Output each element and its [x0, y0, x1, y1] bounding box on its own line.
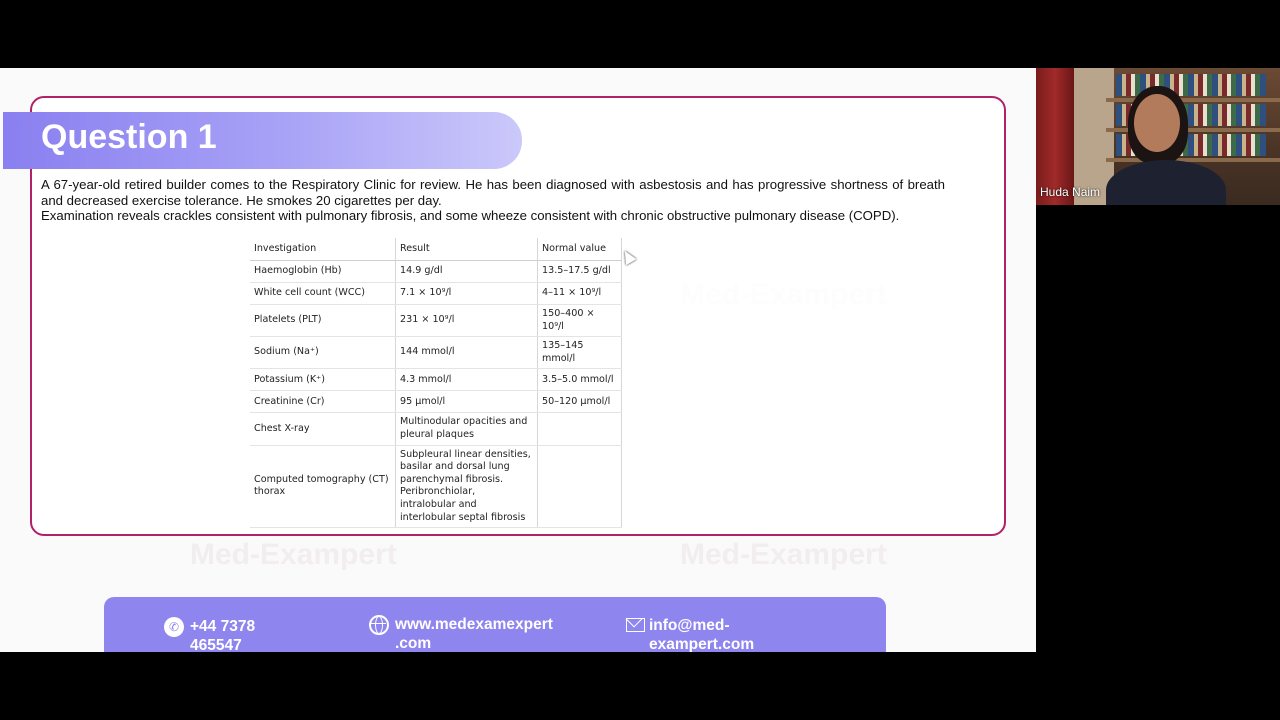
- participant-video: [1134, 94, 1180, 152]
- stem-paragraph: Examination reveals crackles consistent with pulmonary fibrosis, and some wheeze consistent with chronic obstructive pulmonary disease (COPD).: [41, 208, 900, 223]
- table-row: [250, 261, 622, 283]
- table-cell: Chest X-ray: [250, 413, 396, 445]
- table-cell: 4.3 mmol/l: [396, 369, 538, 391]
- footer-website: www.medexamexpert .com: [395, 616, 553, 652]
- phone-icon: ✆: [164, 617, 184, 637]
- table-cell: 3.5–5.0 mmol/l: [538, 369, 622, 391]
- table-cell: 95 μmol/l: [396, 391, 538, 413]
- table-cell: 4–11 × 10⁹/l: [538, 283, 622, 305]
- table-cell: 150–400 × 10⁹/l: [538, 305, 622, 337]
- contact-footer: [104, 597, 886, 652]
- table-cell: Subpleural linear densities, basilar and dorsal lung parenchymal fibrosis. Peribronchiolar, intralobular and interlobular septal fibrosis: [396, 445, 538, 528]
- table-cell: [538, 445, 622, 528]
- watermark: Med-Exampert: [680, 538, 887, 571]
- question-banner: [3, 112, 522, 169]
- table-cell: 14.9 g/dl: [396, 261, 538, 283]
- watermark: Med-Exampert: [190, 538, 397, 571]
- question-title: Question 1: [41, 118, 217, 156]
- table-cell: 13.5–17.5 g/dl: [538, 261, 622, 283]
- webcam-tile[interactable]: [1036, 68, 1280, 205]
- table-cell: White cell count (WCC): [250, 283, 396, 305]
- table-header: Result: [396, 238, 538, 261]
- participant-video: [1106, 160, 1226, 205]
- footer-email: info@med- exampert.com: [649, 617, 755, 652]
- table-row: [250, 391, 622, 413]
- table-cell: 231 × 10⁹/l: [396, 305, 538, 337]
- presentation-slide: [0, 68, 1036, 652]
- table-row: [250, 369, 622, 391]
- table-cell: 50–120 μmol/l: [538, 391, 622, 413]
- table-cell: Platelets (PLT): [250, 305, 396, 337]
- footer-phone: +44 7378 465547: [190, 618, 256, 652]
- webcam-background: [1106, 158, 1280, 162]
- table-cell: 135–145 mmol/l: [538, 337, 622, 369]
- table-row: [250, 413, 622, 445]
- table-row: [250, 305, 622, 337]
- table-cell: Haemoglobin (Hb): [250, 261, 396, 283]
- table-cell: Sodium (Na⁺): [250, 337, 396, 369]
- table-cell: 144 mmol/l: [396, 337, 538, 369]
- table-cell: [538, 413, 622, 445]
- question-stem: [41, 177, 945, 224]
- globe-icon: [369, 615, 389, 635]
- stem-paragraph: A 67-year-old retired builder comes to the Respiratory Clinic for review. He has been diagnosed with asbestosis and has progressive shortness of breath and decreased exercise tolerance. He smokes 20 cigarettes per day.: [41, 177, 945, 208]
- table-row: [250, 283, 622, 305]
- table-cell: 7.1 × 10⁹/l: [396, 283, 538, 305]
- participant-name: Huda Naim: [1040, 185, 1101, 199]
- table-cell: Potassium (K⁺): [250, 369, 396, 391]
- table-cell: Multinodular opacities and pleural plaques: [396, 413, 538, 445]
- table-cell: Computed tomography (CT) thorax: [250, 445, 396, 528]
- table-header: Normal value: [538, 238, 622, 261]
- table-row: [250, 445, 622, 528]
- table-cell: Creatinine (Cr): [250, 391, 396, 413]
- mail-icon: [626, 618, 645, 632]
- table-header: Investigation: [250, 238, 396, 261]
- investigation-table: [250, 238, 622, 528]
- table-row: [250, 337, 622, 369]
